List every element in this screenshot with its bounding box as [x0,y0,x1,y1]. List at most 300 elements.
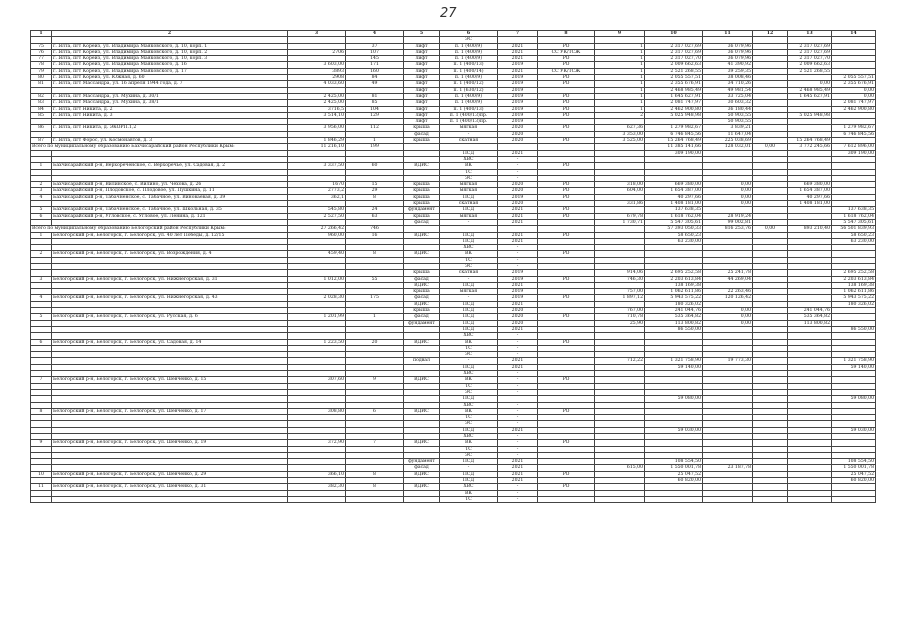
table-cell: ПСД [440,301,498,307]
table-cell: крыша [404,182,440,188]
table-cell [52,496,288,502]
table-cell: 50 903,55 [703,119,753,125]
table-cell: 2 055 557,51 [645,75,703,81]
table-cell: 1 897,12 [595,295,645,301]
table-cell: ВК [440,490,498,496]
table-cell: 366,10 [288,471,346,477]
table-cell [645,496,703,502]
table-cell: крыша [404,270,440,276]
table-cell [346,496,404,502]
table-cell: лифт [404,112,440,118]
table-cell: 6 746 845,56 [832,131,876,137]
table-cell: СС УК/ТСЖ [538,68,595,74]
table-cell: ЭС [440,421,498,427]
table-cell: г. Ялта, пгт Кореиз, ул. Владимира Маяковского, д. 16 [52,62,288,68]
table-cell: 38 008,46 [703,75,753,81]
table-cell: п. 1 (400/9) [440,43,498,49]
column-header: 6 [440,31,498,37]
table-cell: 2019 [498,112,538,118]
table-cell: 5 [31,207,52,213]
table-cell: - [498,257,538,263]
table-cell: 2021 [498,427,538,433]
table-cell: 1 846,29 [288,138,346,144]
table-cell: 2 [595,112,645,118]
table-cell: 5 943 575,22 [832,295,876,301]
table-cell: Белогорский р-н, Белогорск, г. Белогорск, ул. Возрождения, д. 4 [52,251,288,257]
table-cell: фасад [404,295,440,301]
table-cell: п. 1 (400/13) [440,62,498,68]
table-cell: ХВС [440,333,498,339]
table-cell: 5 [31,314,52,320]
table-cell: 2 317 027,70 [645,56,703,62]
table-cell: 175 [346,295,404,301]
table-cell [288,496,346,502]
column-header: 3 [288,31,346,37]
table-cell: 86 550,00 [832,326,876,332]
table-cell: - [498,163,538,169]
table-cell: 1 618 762,04 [832,213,876,219]
table-cell: Бахчисарайский р-н, Табачненское, с. Табачное, ул. Виноваевая, д. 39 [52,194,288,200]
table-cell: 104 [346,106,404,112]
table-cell: 2021 [498,238,538,244]
table-cell: ХВС [440,484,498,490]
table-cell: ПСД [440,238,498,244]
table-cell: - [498,421,538,427]
table-cell: ЭС [440,37,498,43]
table-cell: 0,00 [788,81,832,87]
table-cell: 55 [346,276,404,282]
table-cell: ПСД [440,308,498,314]
table-cell: 0,00 [703,314,753,320]
table-cell: 2021 [498,150,538,156]
table-cell: 2 317 027,69 [788,43,832,49]
table-cell: 2020 [498,188,538,194]
table-cell: 5 025 948,98 [645,112,703,118]
table-cell: 1 062 611,86 [832,289,876,295]
table-cell: 1 408 181,00 [645,201,703,207]
table-cell: 2 695 252,58 [645,270,703,276]
table-cell: РО [538,75,595,81]
table-cell: 2020 [498,138,538,144]
table-cell: 6 [31,339,52,345]
table-cell: 0,00 [703,182,753,188]
table-cell: 29 [346,188,404,194]
table-cell: РО [538,314,595,320]
table-cell: 84 [31,106,52,112]
table-cell: 8 [346,484,404,490]
table-row [31,62,876,68]
table-cell: 19 773,30 [703,358,753,364]
table-cell: ТС [440,345,498,351]
table-cell: 108 554,50 [645,459,703,465]
table-cell: 5 943 575,22 [645,295,703,301]
table-cell: фасад [404,219,440,225]
table-cell: 2 521 268,55 [788,68,832,74]
table-cell: п. 1 (400/9) [440,56,498,62]
table-cell: 44 269,04 [703,276,753,282]
table-cell: ХВС [440,245,498,251]
table-cell: 2020 [498,182,538,188]
table-cell: 3 839,21 [703,125,753,131]
table-cell: ВК [440,163,498,169]
table-cell: 2 521 268,55 [645,68,703,74]
table-cell: 77 [31,56,52,62]
table-cell: 2020 [498,201,538,207]
table-cell: 2 [31,251,52,257]
table-cell: Бахчисарайский р-н, Табачненское, с. Табачное, ул. Школьная, д. 35 [52,207,288,213]
table-cell: ПСД [440,207,498,213]
table-cell: 1 321 758,90 [645,358,703,364]
table-cell: 615,00 [595,465,645,471]
table-cell: 59 140,00 [832,364,876,370]
column-header: 12 [753,31,788,37]
table-cell: РО [538,194,595,200]
table-cell: 78 [31,62,52,68]
table-cell: 59 030,00 [645,427,703,433]
table-cell: - [498,484,538,490]
table-cell: фундамент [404,207,440,213]
table-cell: 2 468 985,49 [788,87,832,93]
column-header: 10 [645,31,703,37]
table-cell: 372,90 [288,440,346,446]
column-header: 9 [595,31,645,37]
table-cell: мягкая [440,182,498,188]
table-cell: 3 956,00 [288,125,346,131]
table-cell: Бахчисарайский р-н, Плодовское, с. Плодовое, ул. Пушкина, д. 11 [52,188,288,194]
table-cell: 2019 [498,194,538,200]
table-cell: РО [538,213,595,219]
table-cell: 1 654 387,00 [788,188,832,194]
table-cell: Бахчисарайский р-н, Верхореченское, с. Верхоречье, ул. Садовая, д. 2 [52,163,288,169]
table-cell: 6 [31,213,52,219]
table-cell: скатная [440,270,498,276]
column-header: 1 [31,31,52,37]
table-cell: 2021 [498,43,538,49]
table-cell: - [498,446,538,452]
table-cell: 60 [346,163,404,169]
table-cell: лифт [404,43,440,49]
table-cell: 1 [595,81,645,87]
table-cell: РО [538,93,595,99]
table-cell: 2021 [498,358,538,364]
table-cell: 2 317 027,69 [788,49,832,55]
table-cell: 1 550 001,78 [832,465,876,471]
total-cell: 56 501 839,93 [832,226,876,232]
table-cell: 1 [595,49,645,55]
table-cell: 37 [346,43,404,49]
table-cell: 23 187,78 [703,465,753,471]
table-cell: г. Ялта, пгт Никита, д. ЭКОРП.1,2 [52,125,288,131]
table-cell: - [440,131,498,137]
table-cell: ПСД [440,282,498,288]
table-cell: РО [538,188,595,194]
table-cell: 50 903,55 [703,112,753,118]
table-cell: 2019 [498,119,538,125]
table-cell: 0,00 [703,188,753,194]
table-row [31,81,876,87]
table-cell: - [498,169,538,175]
table-cell: - [498,333,538,339]
table-cell: ЭС [440,452,498,458]
table-cell: 120 126,42 [703,295,753,301]
table-cell: фасад [404,465,440,471]
table-cell: 3 525,00 [595,138,645,144]
table-cell [832,496,876,502]
table-cell: - [498,371,538,377]
table-cell: лифт [404,100,440,106]
table-cell: ВК [440,377,498,383]
table-cell: РО [538,56,595,62]
table-cell: 1 [31,232,52,238]
table-cell: ПСД [440,194,498,200]
table-cell: 669 380,00 [788,182,832,188]
table-cell: ПСД [440,326,498,332]
table-cell: 20 [346,339,404,345]
table-cell: ВДИС [404,339,440,345]
table-cell: 24 [346,207,404,213]
table-cell: РО [538,100,595,106]
table-cell: ТС [440,383,498,389]
table-cell: РО [538,163,595,169]
table-cell: ЭС [440,389,498,395]
table-cell: Белогорский р-н, Белогорск, г. Белогорск, ул. Шевченко, д. 15 [52,377,288,383]
table-cell: 3 603,00 [288,62,346,68]
table-cell: РО [538,295,595,301]
table-cell: 63 [346,213,404,219]
table-cell: 309 190,00 [645,150,703,156]
table-cell: 2 462 900,80 [645,106,703,112]
table-cell: 81 [346,93,404,99]
table-cell: 83 [31,100,52,106]
total-cell: 57 393 050,33 [645,226,703,232]
table-cell: 362,1 [288,194,346,200]
table-cell: 1 [31,163,52,169]
table-cell: 137 638,35 [645,207,703,213]
table-cell: - [440,465,498,471]
table-cell: ТС [440,446,498,452]
table-cell: 2019 [498,276,538,282]
table-cell: п. 1 (400/9) [440,93,498,99]
table-cell: 669 380,00 [645,182,703,188]
table-cell: 757,00 [595,289,645,295]
total-cell: 816 253,76 [703,226,753,232]
table-cell: 137 638,35 [832,207,876,213]
table-cell: 25 241,78 [703,270,753,276]
table-cell: 1 550 001,78 [645,465,703,471]
table-cell: 5 547 305,61 [645,219,703,225]
table-cell: - [498,339,538,345]
table-cell: 2 425,00 [288,100,346,106]
table-cell: 1 [595,62,645,68]
table-cell: 318,00 [595,182,645,188]
table-cell: ХВС [440,156,498,162]
table-cell: 1670 [288,182,346,188]
table-cell: 108 554,50 [832,459,876,465]
table-cell: 4 [31,295,52,301]
column-header: 5 [404,31,440,37]
table-cell: 87 [31,138,52,144]
table-cell [31,496,52,502]
table-cell: 309 190,00 [832,150,876,156]
table-cell: ХВС [440,371,498,377]
total-area: 11 216,10 [288,144,346,150]
table-cell: 308,80 [288,408,346,414]
table-cell: 2 695 252,58 [832,270,876,276]
table-cell: 0,00 [703,308,753,314]
table-cell: 2 425,00 [288,93,346,99]
table-cell: 2021 [498,232,538,238]
table-cell: ПСД [440,471,498,477]
table-cell: 6 [346,408,404,414]
table-cell: 171 [346,62,404,68]
total-area: 27 266,42 [288,226,346,232]
table-cell: п. 1 (400/14) [440,68,498,74]
total-label: Всего по муниципальному образованию Белогорский район Республики Крым: [31,226,288,232]
total-residents: 199 [346,144,404,150]
table-cell [595,496,645,502]
table-cell: лифт [404,81,440,87]
table-cell: 80 [31,75,52,81]
table-cell: крыша [404,194,440,200]
table-cell: 3 337,50 [288,163,346,169]
table-cell: г. Ялта, пгт Массандра, ул. Мухина, д. 30/1 [52,93,288,99]
table-cell: 8 [31,408,52,414]
table-cell: 3 [31,188,52,194]
table-cell: 712,22 [595,358,645,364]
table-cell: РО [538,112,595,118]
table-cell: ТС [440,169,498,175]
table-cell: 679,78 [595,213,645,219]
table-cell: г. Ялта, пгт Кореиз, ул. Владимира Маяковского, д. 17 [52,68,288,74]
table-cell: - [498,415,538,421]
table-cell: г. Ялта, пгт Никита, д. 2 [52,106,288,112]
table-cell: фасад [404,131,440,137]
table-cell: ПСД [440,396,498,402]
table-cell: - [498,383,538,389]
total-cell: 11 385 141,66 [645,144,703,150]
table-cell: 241 044,76 [788,308,832,314]
table-cell: 7 [31,377,52,383]
table-cell: 4 033,60 [288,81,346,87]
table-cell: 60 820,00 [645,478,703,484]
table-cell: 34 710,26 [703,81,753,87]
table-cell: ВДИС [404,471,440,477]
table-cell: г. Ялта, пгт Массандра, ул. 16 апреля 1944 года, д. 7 [52,81,288,87]
table-cell: 25 047,52 [645,471,703,477]
table-cell: 0,00 [832,87,876,93]
table-cell: 79 [31,68,52,74]
table-cell: 180 326,02 [645,301,703,307]
table-cell: 225 038,69 [703,138,753,144]
table-cell: 59 140,00 [645,364,703,370]
table-cell: 1 321 758,90 [832,358,876,364]
table-cell: ПСД [440,427,498,433]
table-cell: 40 297,66 [645,194,703,200]
table-cell: 2 009 662,63 [788,62,832,68]
table-cell: 1 279 982,67 [832,125,876,131]
table-cell: лифт [404,49,440,55]
table-cell: 15 [346,182,404,188]
table-cell: п. 1 (400/12) [440,81,498,87]
total-cell: 128 032,01 [703,144,753,150]
table-cell: 1 [595,75,645,81]
table-cell: 0,00 [832,93,876,99]
table-cell: 60 820,00 [832,478,876,484]
table-cell: Белогорский р-н, Белогорск, г. Белогорск, ул. Шевченко, д. 19 [52,440,288,446]
table-cell: - [440,295,498,301]
table-cell: 2019 [498,87,538,93]
table-cell: Белогорский р-н, Белогорск, г. Белогорск, ул. Садовая, д. 14 [52,339,288,345]
table-cell: 382,30 [288,484,346,490]
table-cell: 2020 [498,314,538,320]
table-cell: Бахчисарайский р-н, Угловское, с. Угловое, ул. Ленина, д. 121 [52,213,288,219]
table-cell: ВДИС [404,301,440,307]
table-cell: лифт [404,93,440,99]
table-cell: РО [538,207,595,213]
table-cell: 2021 [498,219,538,225]
table-cell: 145 [346,56,404,62]
table-cell: 1 645 627,91 [645,93,703,99]
table-cell: 85 [346,100,404,106]
table-cell: 58 650,23 [832,232,876,238]
table-cell: 2019 [498,62,538,68]
table-cell: 2021 [498,282,538,288]
table-cell: 5 547 305,61 [832,219,876,225]
table-row [31,496,876,502]
table-cell: ВДИС [404,251,440,257]
table-cell: 1 645 627,91 [788,93,832,99]
table-cell: 16 [346,232,404,238]
column-header: 7 [498,31,538,37]
table-cell: 1 201,99 [288,314,346,320]
table-cell: ТС [440,257,498,263]
table-cell: Бахчисарайский р-н, Вилинское, с. Вилино, ул. Чехова, д. 26 [52,182,288,188]
repair-program-table [30,30,876,503]
column-header: 8 [538,31,595,37]
table-cell: - [498,245,538,251]
table-cell: 746,30 [595,276,645,282]
table-cell: 1 [595,106,645,112]
table-cell: г. Ялта, пгт Кореиз, ул. Владимира Маяковского, д. 10, корп. 3 [52,56,288,62]
table-cell: ПСД [440,232,498,238]
table-cell: ВК [440,440,498,446]
table-cell: 331,86 [595,201,645,207]
table-cell: 1 [346,314,404,320]
table-cell [753,496,788,502]
table-cell: 960,00 [288,232,346,238]
table-cell: фасад [404,314,440,320]
table-cell: 63 230,00 [832,238,876,244]
table-cell: г. Ялта, пгт Никита, д. 3 [52,112,288,118]
table-cell: ПСД [440,320,498,326]
table-cell: крыша [404,138,440,144]
table-cell: 2 203 613,84 [645,276,703,282]
table-cell: Белогорский р-н, Белогорск, г. Белогорск, ул. Шевченко, д. 29 [52,471,288,477]
table-cell: 107 [346,49,404,55]
table-cell: п. 1 (400/9) [440,100,498,106]
table-cell: 2021 [498,68,538,74]
table-cell: 4 [31,194,52,200]
table-cell: 2019 [498,81,538,87]
table-cell: 627,36 [595,125,645,131]
table-cell: 138 169,38 [645,282,703,288]
table-cell: 2019 [498,75,538,81]
table-cell: 2020 [498,320,538,326]
table-cell: 36 079,96 [703,43,753,49]
table-cell: ВК [440,408,498,414]
table-cell: 25,90 [595,320,645,326]
table-cell: РО [538,232,595,238]
